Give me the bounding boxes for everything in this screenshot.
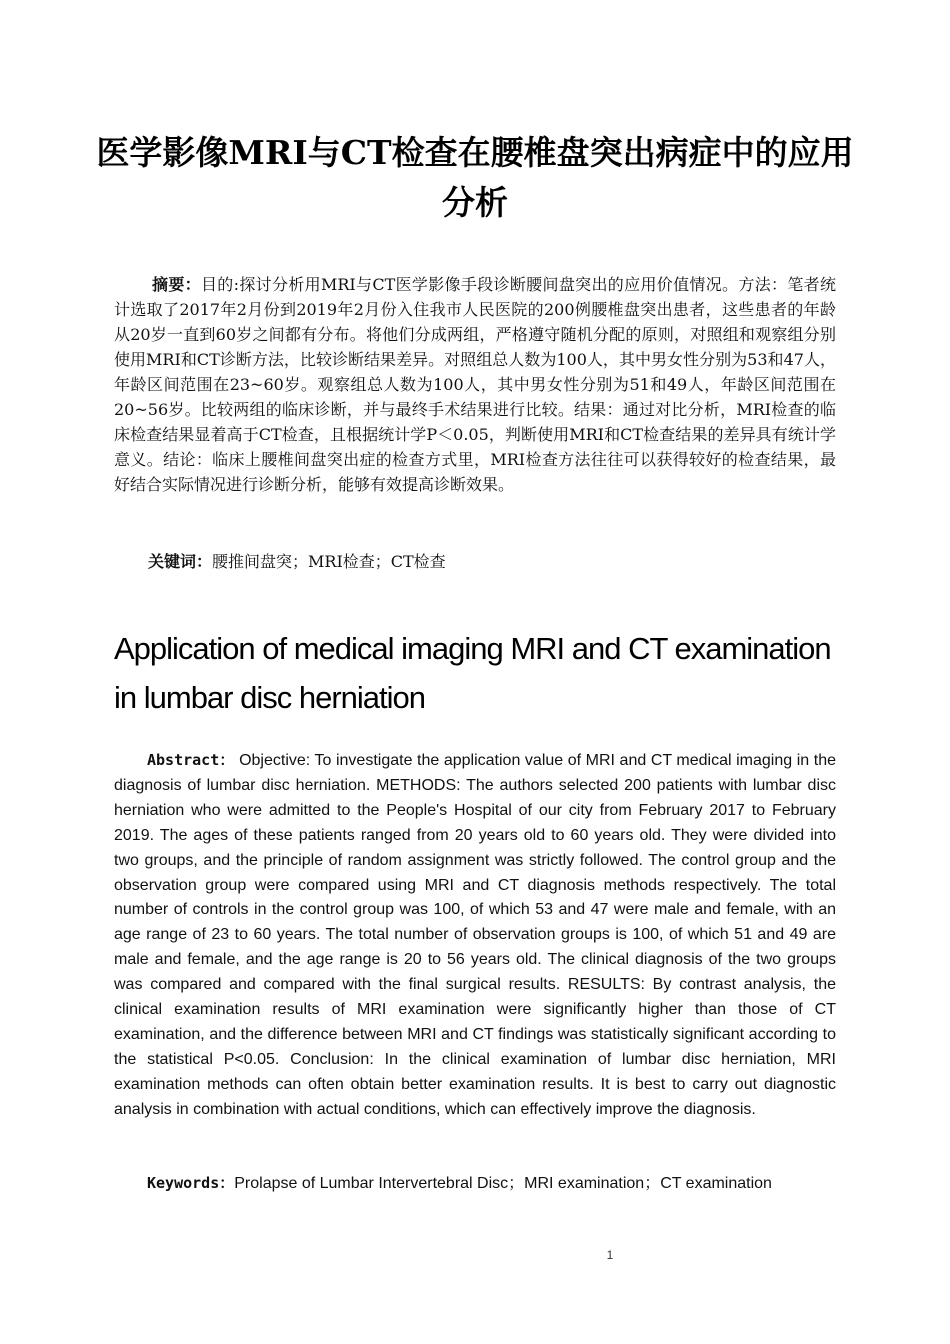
english-title: Application of medical imaging MRI and CT examination in lumbar disc herniation [114, 631, 831, 715]
english-abstract-label: Abstract： [147, 751, 235, 769]
english-keywords-text: Prolapse of Lumbar Intervertebral Disc；MRI examination；CT examination [234, 1175, 772, 1192]
chinese-keywords-text: 腰推间盘突；MRI检查；CT检查 [212, 552, 446, 571]
chinese-keywords [114, 549, 836, 574]
chinese-abstract [114, 272, 836, 497]
english-keywords [114, 1171, 854, 1196]
english-abstract [114, 748, 836, 1123]
chinese-title: 医学影像MRI与CT检查在腰椎盘突出病症中的应用分析 [96, 133, 854, 222]
chinese-keywords-label: 关键词： [148, 552, 213, 571]
chinese-abstract-label: 摘要： [152, 275, 201, 294]
page-number: 1 [606, 1248, 614, 1262]
english-keywords-label: Keywords： [147, 1174, 235, 1192]
english-abstract-text: Objective: To investigate the application value of MRI and CT medical imaging in the diagnosis of lumbar disc herniation. METHODS: The authors selected 200 patients with lumbar disc herniation who were admitted to the People's Hospital of our city from February 2017 to February 2019. The ages of these patients ranged from 20 years old to 60 years old. They were divided into two groups, and the principle of random assignment was strictly followed. The control group and the observation group were compared using MRI and CT diagnosis methods respectively. The total number of controls in the control group was 100, of which 53 and 47 were male and female, with an age range of 23 to 60 years. The total number of observation groups is 100, of which 51 and 49 are male and female, and the age range is 20 to 56 years old. The clinical diagnosis of the two groups was compared and compared with the final surgical results. RESULTS: By contrast analysis, the clinical examination results of MRI examination were significantly higher than those of CT examination, and the difference between MRI and CT findings was statistically significant according to the statistical P<0.05. Conclusion: In the clinical examination of lumbar disc herniation, MRI examination methods can often obtain better examination results. It is best to carry out diagnostic analysis in combination with actual conditions, which can effectively improve the diagnosis. [114, 752, 836, 1118]
chinese-abstract-text: 目的:探讨分析用MRI与CT医学影像手段诊断腰间盘突出的应用价值情况。方法：笔者统计选取了2017年2月份到2019年2月份入住我市人民医院的200例腰椎盘突出患者，这些患者的年龄从20岁一直到60岁之间都有分布。将他们分成两组，严格遵守随机分配的原则，对照组和观察组分别使用MRI和CT诊断方法，比较诊断结果差异。对照组总人数为100人，其中男女性分别为53和47人，年龄区间范围在23~60岁。观察组总人数为100人，其中男女性分别为51和49人，年龄区间范围在20~56岁。比较两组的临床诊断，并与最终手术结果进行比较。结果：通过对比分析，MRI检查的临床检查结果显着高于CT检查，且根据统计学P＜0.05，判断使用MRI和CT检查结果的差异具有统计学意义。结论：临床上腰椎间盘突出症的检查方式里，MRI检查方法往往可以获得较好的检查结果，最好结合实际情况进行诊断分析，能够有效提高诊断效果。 [114, 275, 836, 494]
